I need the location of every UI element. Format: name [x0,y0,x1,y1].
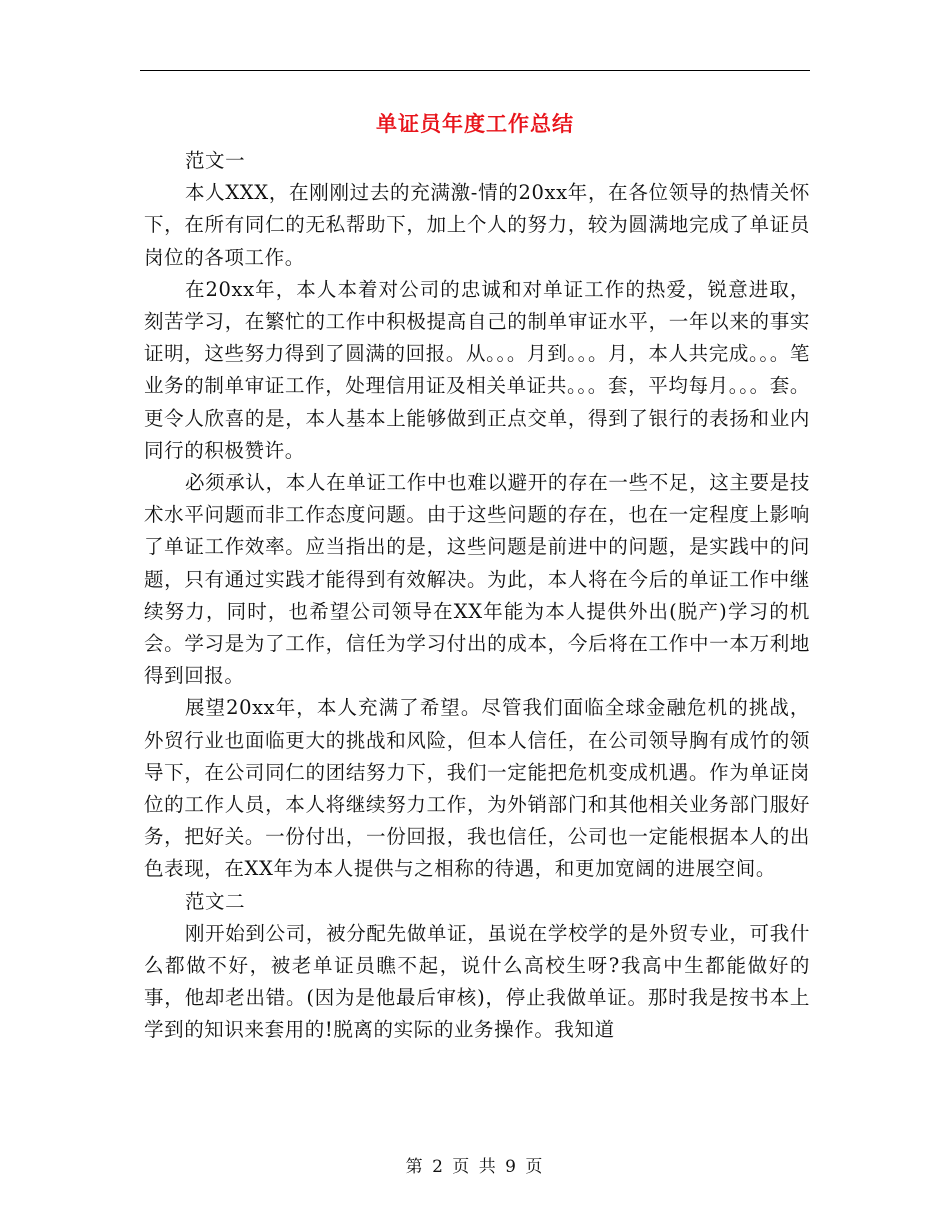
page-number-label: 第 2 页 共 9 页 [405,1157,545,1177]
header-rule [140,70,810,71]
section-heading-1: 范文一 [184,149,246,172]
paragraph: 本人XXX，在刚刚过去的充满激-情的20xx年，在各位领导的热情关怀下，在所有同仁的无私帮助下，加上个人的努力，较为圆满地完成了单证员岗位的各项工作。 [144,181,810,269]
section-heading-2: 范文二 [184,889,246,913]
paragraph: 刚开始到公司，被分配先做单证，虽说在学校学的是外贸专业，可我什么都做不好，被老单证员瞧不起，说什么高校生呀?我高中生都能做好的事，他却老出错。(因为是他最后审核)，停止我做单证。那时我是按书本上学到的知识来套用的!脱离的实际的业务操作。我知道 [144,921,810,1042]
paragraph: 在20xx年，本人本着对公司的忠诚和对单证工作的热爱，锐意进取，刻苦学习，在繁忙的工作中积极提高自己的制单审证水平，一年以来的事实证明，这些努力得到了圆满的回报。从。。。月到。。。月，本人共完成。。。笔业务的制单审证工作，处理信用证及相关单证共。。。套，平均每月。。。套。更令人欣喜的是，本人基本上能够做到正点交单，得到了银行的表扬和业内同行的积极赞许。 [144,277,810,462]
paragraph: 展望20xx年，本人充满了希望。尽管我们面临全球金融危机的挑战，外贸行业也面临更大的挑战和风险，但本人信任，在公司领导胸有成竹的领导下，在公司同仁的团结努力下，我们一定能把危机变成机遇。作为单证岗位的工作人员，本人将继续努力工作，为外销部门和其他相关业务部门服好务，把好关。一份付出，一份回报，我也信任，公司也一定能根据本人的出色表现，在XX年为本人提供与之相称的待遇，和更加宽阔的进展空间。 [144,696,810,881]
paragraph: 必须承认，本人在单证工作中也难以避开的存在一些不足，这主要是技术水平问题而非工作态度问题。由于这些问题的存在，也在一定程度上影响了单证工作效率。应当指出的是，这些问题是前进中的问题，是实践中的问题，只有通过实践才能得到有效解决。为此，本人将在今后的单证工作中继续努力，同时，也希望公司领导在XX年能为本人提供外出(脱产)学习的机会。学习是为了工作，信任为学习付出的成本，今后将在工作中一本万利地得到回报。 [144,471,810,688]
document-body [144,145,810,1047]
document-title: 单证员年度工作总结 [376,112,574,136]
page-number-footer [0,1152,950,1177]
